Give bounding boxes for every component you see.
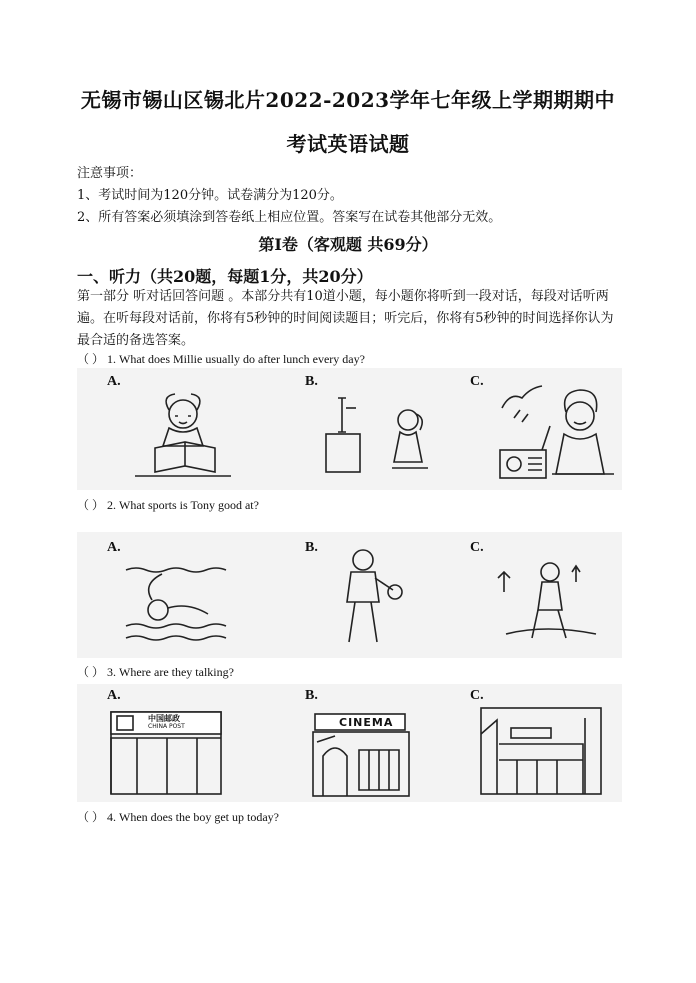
exam-title-line2: 考试英语试题: [286, 132, 410, 156]
question-text: 3. Where are they talking?: [107, 665, 234, 679]
listening-radio-picture: [492, 382, 617, 486]
option-a-label: A.: [107, 374, 121, 389]
answer-bracket: （ ）: [77, 352, 105, 366]
notice-heading: 注意事项：: [77, 166, 143, 181]
section-title: 第I卷（客观题 共69分）: [258, 235, 438, 254]
post-sign-en: CHINA POST: [148, 723, 185, 730]
baseball-picture: [329, 546, 409, 654]
option-b-label: B.: [305, 374, 318, 389]
girl-reading-picture: [125, 386, 235, 486]
question-1-pictures: [77, 368, 622, 490]
question-text: 1. What does Millie usually do after lunch every day?: [107, 352, 365, 366]
question-3: [77, 663, 234, 680]
option-a-label: A.: [107, 688, 121, 703]
answer-bracket: （ ）: [77, 810, 105, 824]
listening-part-title: 一、听力（共20题，每题1分，共20分）: [77, 267, 373, 286]
question-2: [77, 496, 259, 513]
option-b-label: B.: [305, 540, 318, 555]
option-b-label: B.: [305, 688, 318, 703]
question-3-pictures: [77, 684, 622, 802]
notice-item-2: 2、所有答案必须填涂到答卷纸上相应位置。答案写在试卷其他部分无效。: [77, 210, 502, 225]
question-1: [77, 350, 365, 367]
option-c-label: C.: [470, 688, 484, 703]
answer-bracket: （ ）: [77, 498, 105, 512]
watching-tv-picture: [322, 388, 442, 486]
listening-instructions: 第一部分 听对话回答问题 。本部分共有10道小题，每小题你将听到一段对话，每段对话听两遍。在听每段对话前，你将有5秒钟的时间阅读题目；听完后，你将有5秒钟的时间选择你认为最合适的备选答案。: [77, 289, 614, 348]
option-c-label: C.: [470, 374, 484, 389]
exam-title-line1: 无锡市锡山区锡北片2022-2023学年七年级上学期期期中: [80, 88, 616, 112]
question-4: [77, 808, 279, 825]
skating-picture: [492, 552, 602, 652]
question-text: 4. When does the boy get up today?: [107, 810, 279, 824]
cinema-sign: CINEMA: [339, 716, 394, 729]
option-a-label: A.: [107, 540, 121, 555]
swimming-picture: [122, 560, 232, 650]
question-text: 2. What sports is Tony good at?: [107, 498, 259, 512]
question-2-pictures: [77, 532, 622, 658]
answer-bracket: （ ）: [77, 665, 105, 679]
post-sign-cn: 中国邮政: [148, 714, 180, 723]
supermarket-picture: [477, 704, 607, 798]
option-c-label: C.: [470, 540, 484, 555]
notice-item-1: 1、考试时间为120分钟。试卷满分为120分。: [77, 188, 343, 203]
